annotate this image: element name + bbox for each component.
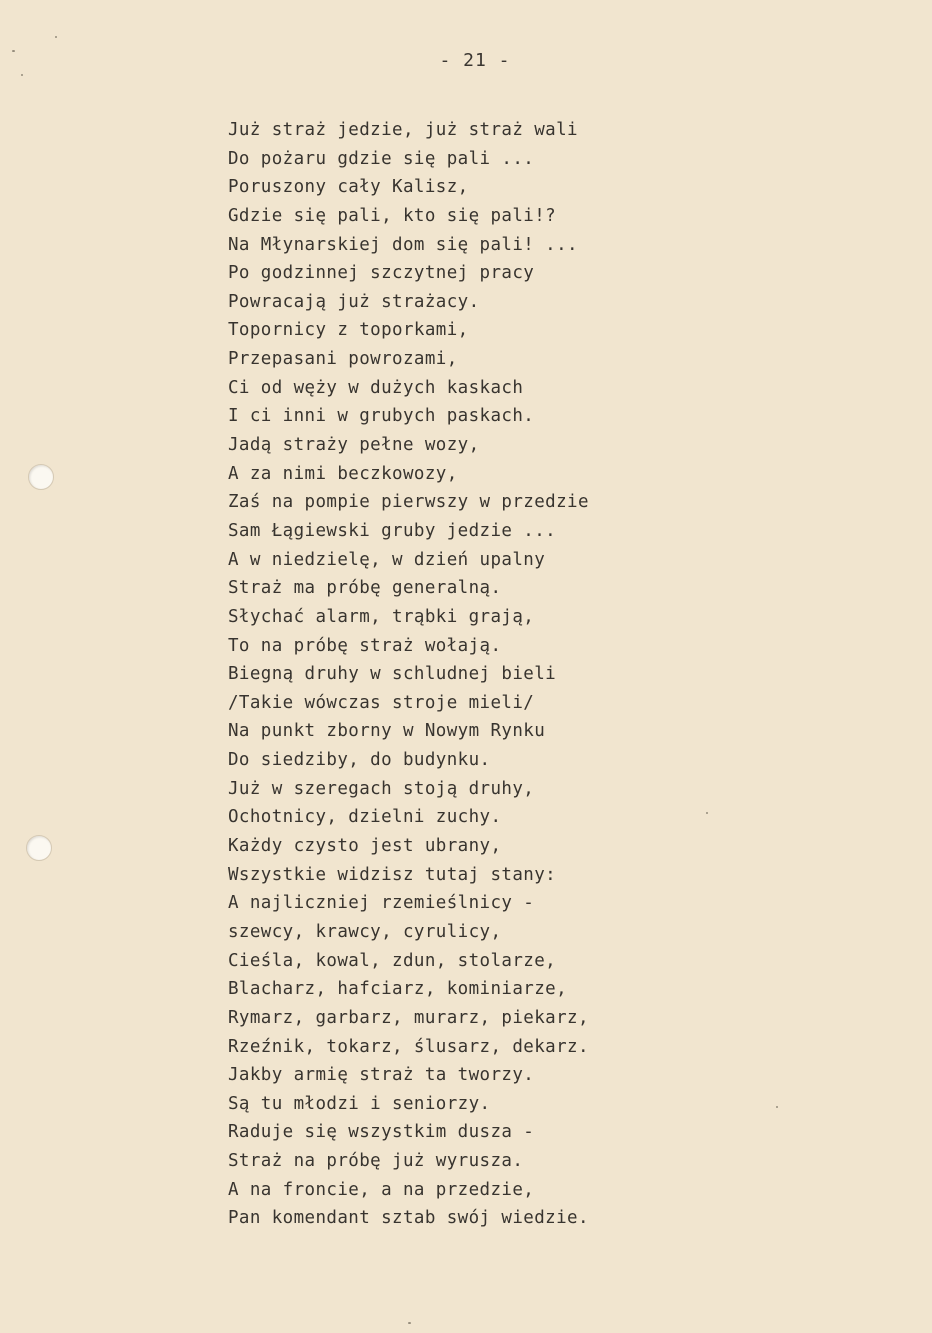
poem-line: Raduje się wszystkim dusza - [228, 1122, 535, 1143]
paper-speck [706, 812, 708, 814]
poem-line: Jadą straży pełne wozy, [228, 435, 480, 456]
poem-line: Topornicy z toporkami, [228, 320, 469, 341]
poem-line: Gdzie się pali, kto się pali!? [228, 205, 557, 226]
poem-line: A w niedzielę, w dzień upalny [228, 549, 546, 570]
poem-line: Biegną druhy w schludnej bieli [228, 664, 557, 685]
poem-line: Przepasani powrozami, [228, 349, 458, 370]
poem-line: Już straż jedzie, już straż wali [228, 120, 578, 140]
poem-line: Wszystkie widzisz tutaj stany: [228, 864, 557, 885]
poem-line: Straż na próbę już wyrusza. [228, 1151, 524, 1172]
poem-line: Sam Łągiewski gruby jedzie ... [228, 520, 557, 541]
poem-line: Pan komendant sztab swój wiedzie. [228, 1208, 589, 1229]
punch-hole [26, 835, 52, 861]
poem-line: Do siedziby, do budynku. [228, 750, 491, 771]
paper-speck [408, 1322, 411, 1324]
poem-line: Rzeźnik, tokarz, ślusarz, dekarz. [228, 1036, 589, 1057]
poem-line: Rymarz, garbarz, murarz, piekarz, [228, 1007, 589, 1028]
poem-line: A na froncie, a na przedzie, [228, 1179, 535, 1200]
poem-line: Zaś na pompie pierwszy w przedzie [228, 492, 589, 513]
punch-hole [28, 464, 54, 490]
poem-line: Są tu młodzi i seniorzy. [228, 1093, 491, 1114]
paper-speck [12, 50, 15, 52]
paper-speck [776, 1106, 778, 1108]
poem-line: Już w szeregach stoją druhy, [228, 778, 535, 799]
poem-line: Do pożaru gdzie się pali ... [228, 148, 535, 169]
page-number: - 21 - [439, 50, 511, 71]
paper-speck [21, 74, 23, 76]
paper-speck [55, 36, 57, 38]
poem-line: Słychać alarm, trąbki grają, [228, 606, 535, 627]
poem-line: Powracają już strażacy. [228, 291, 480, 312]
poem-line: Cieśla, kowal, zdun, stolarze, [228, 950, 557, 971]
poem-line: Na Młynarskiej dom się pali! ... [228, 234, 578, 255]
poem-line: Straż ma próbę generalną. [228, 578, 502, 599]
poem-text [228, 116, 589, 1233]
poem-line: A najliczniej rzemieślnicy - [228, 893, 535, 914]
poem-line: I ci inni w grubych paskach. [228, 406, 535, 427]
poem-line: Ochotnicy, dzielni zuchy. [228, 807, 502, 828]
poem-line: Każdy czysto jest ubrany, [228, 836, 502, 857]
poem-line: Jakby armię straż ta tworzy. [228, 1065, 535, 1086]
poem-line: To na próbę straż wołają. [228, 635, 502, 656]
poem-line: Po godzinnej szczytnej pracy [228, 263, 535, 284]
poem-line: Blacharz, hafciarz, kominiarze, [228, 979, 568, 1000]
poem-line: szewcy, krawcy, cyrulicy, [228, 921, 502, 942]
poem-line: /Takie wówczas stroje mieli/ [228, 692, 535, 713]
poem-line: A za nimi beczkowozy, [228, 463, 458, 484]
poem-line: Poruszony cały Kalisz, [228, 177, 469, 198]
poem-line: Ci od węży w dużych kaskach [228, 377, 524, 398]
poem-line: Na punkt zborny w Nowym Rynku [228, 721, 546, 742]
